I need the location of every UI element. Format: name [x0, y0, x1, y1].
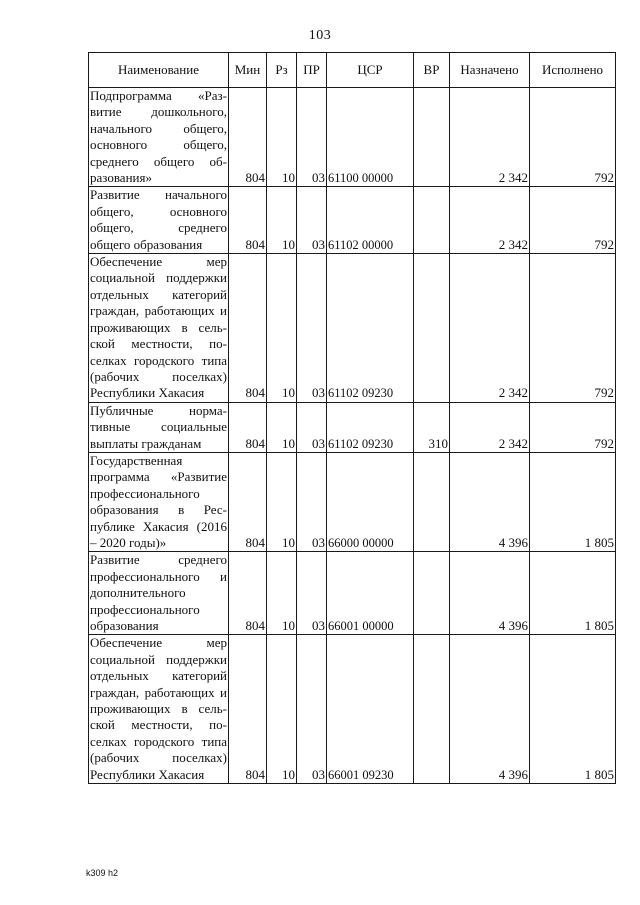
header-vr: ВР [414, 53, 450, 88]
row-pr-cell: 03 [297, 552, 327, 635]
row-rz-cell: 10 [267, 635, 297, 784]
row-executed-cell: 1 805 [530, 635, 616, 784]
row-pr-cell: 03 [297, 254, 327, 403]
row-csr-cell: 61100 00000 [327, 88, 414, 187]
row-executed-cell: 792 [530, 402, 616, 452]
table-row [89, 254, 616, 403]
row-csr-cell: 61102 09230 [327, 402, 414, 452]
header-min: Мин [229, 53, 267, 88]
page-number: 103 [308, 28, 332, 43]
row-name-cell: Развитие начального общего, основного общего, среднего общего образования [90, 187, 227, 252]
row-pr-cell: 03 [297, 452, 327, 551]
row-vr-cell [414, 552, 450, 635]
row-name-cell: Развитие среднего профессионального и дополнительного профессионального образования [90, 552, 227, 633]
row-csr-cell: 61102 09230 [327, 254, 414, 403]
budget-table [88, 52, 616, 784]
row-name-cell: Обеспечение мер социальной поддержки отдельных категорий граждан, работающих и проживающих в сельской местности, поселках городского типа (рабочих поселках) Республики Хакасия [90, 635, 227, 782]
row-assigned-cell: 4 396 [450, 552, 530, 635]
row-rz-cell: 10 [267, 402, 297, 452]
row-assigned-cell: 4 396 [450, 635, 530, 784]
footer-code: k309 h2 [86, 868, 119, 878]
row-name-cell: Обеспечение мер социальной поддержки отдельных категорий граждан, работающих и проживающих в сельской местности, поселках городского типа (рабочих поселках) Республики Хакасия [90, 254, 227, 401]
row-rz-cell: 10 [267, 254, 297, 403]
row-min-cell: 804 [229, 88, 267, 187]
header-assigned: Назначено [450, 53, 530, 88]
row-name-cell: Государственная программа «Развитие профессионального образования в Республике Хакасия (2016 – 2020 годы)» [90, 452, 227, 550]
row-vr-cell [414, 635, 450, 784]
row-rz-cell: 10 [267, 88, 297, 187]
table-row [89, 552, 616, 635]
row-pr-cell: 03 [297, 402, 327, 452]
row-assigned-cell: 2 342 [450, 88, 530, 187]
header-row [89, 53, 616, 88]
row-executed-cell: 1 805 [530, 552, 616, 635]
row-vr-cell [414, 187, 450, 254]
row-min-cell: 804 [229, 452, 267, 551]
row-rz-cell: 10 [267, 187, 297, 254]
row-vr-cell: 310 [414, 402, 450, 452]
row-min-cell: 804 [229, 254, 267, 403]
header-name: Наименование [89, 53, 229, 88]
table-body [89, 88, 616, 784]
row-name-cell: Публичные нормативные социальные выплаты гражданам [90, 402, 227, 451]
row-csr-cell: 66001 09230 [327, 635, 414, 784]
row-executed-cell: 1 805 [530, 452, 616, 551]
row-pr-cell: 03 [297, 187, 327, 254]
table-row [89, 635, 616, 784]
row-vr-cell [414, 452, 450, 551]
row-csr-cell: 61102 00000 [327, 187, 414, 254]
row-min-cell: 804 [229, 635, 267, 784]
row-assigned-cell: 2 342 [450, 402, 530, 452]
row-rz-cell: 10 [267, 552, 297, 635]
row-min-cell: 804 [229, 552, 267, 635]
header-pr: ПР [297, 53, 327, 88]
row-executed-cell: 792 [530, 254, 616, 403]
row-pr-cell: 03 [297, 88, 327, 187]
table-row [89, 452, 616, 551]
row-vr-cell [414, 254, 450, 403]
row-pr-cell: 03 [297, 635, 327, 784]
row-assigned-cell: 2 342 [450, 254, 530, 403]
header-rz: Рз [267, 53, 297, 88]
header-csr: ЦСР [327, 53, 414, 88]
row-rz-cell: 10 [267, 452, 297, 551]
row-name-cell: Подпрограмма «Развитие дошкольного, начального общего, основного общего, среднего общего образования» [90, 88, 227, 186]
row-assigned-cell: 4 396 [450, 452, 530, 551]
row-vr-cell [414, 88, 450, 187]
row-min-cell: 804 [229, 187, 267, 254]
header-executed: Исполнено [530, 53, 616, 88]
table-row [89, 88, 616, 187]
table-row [89, 187, 616, 254]
row-csr-cell: 66000 00000 [327, 452, 414, 551]
row-csr-cell: 66001 00000 [327, 552, 414, 635]
row-executed-cell: 792 [530, 187, 616, 254]
table-header [89, 53, 616, 88]
row-assigned-cell: 2 342 [450, 187, 530, 254]
row-executed-cell: 792 [530, 88, 616, 187]
table-row [89, 402, 616, 452]
row-min-cell: 804 [229, 402, 267, 452]
